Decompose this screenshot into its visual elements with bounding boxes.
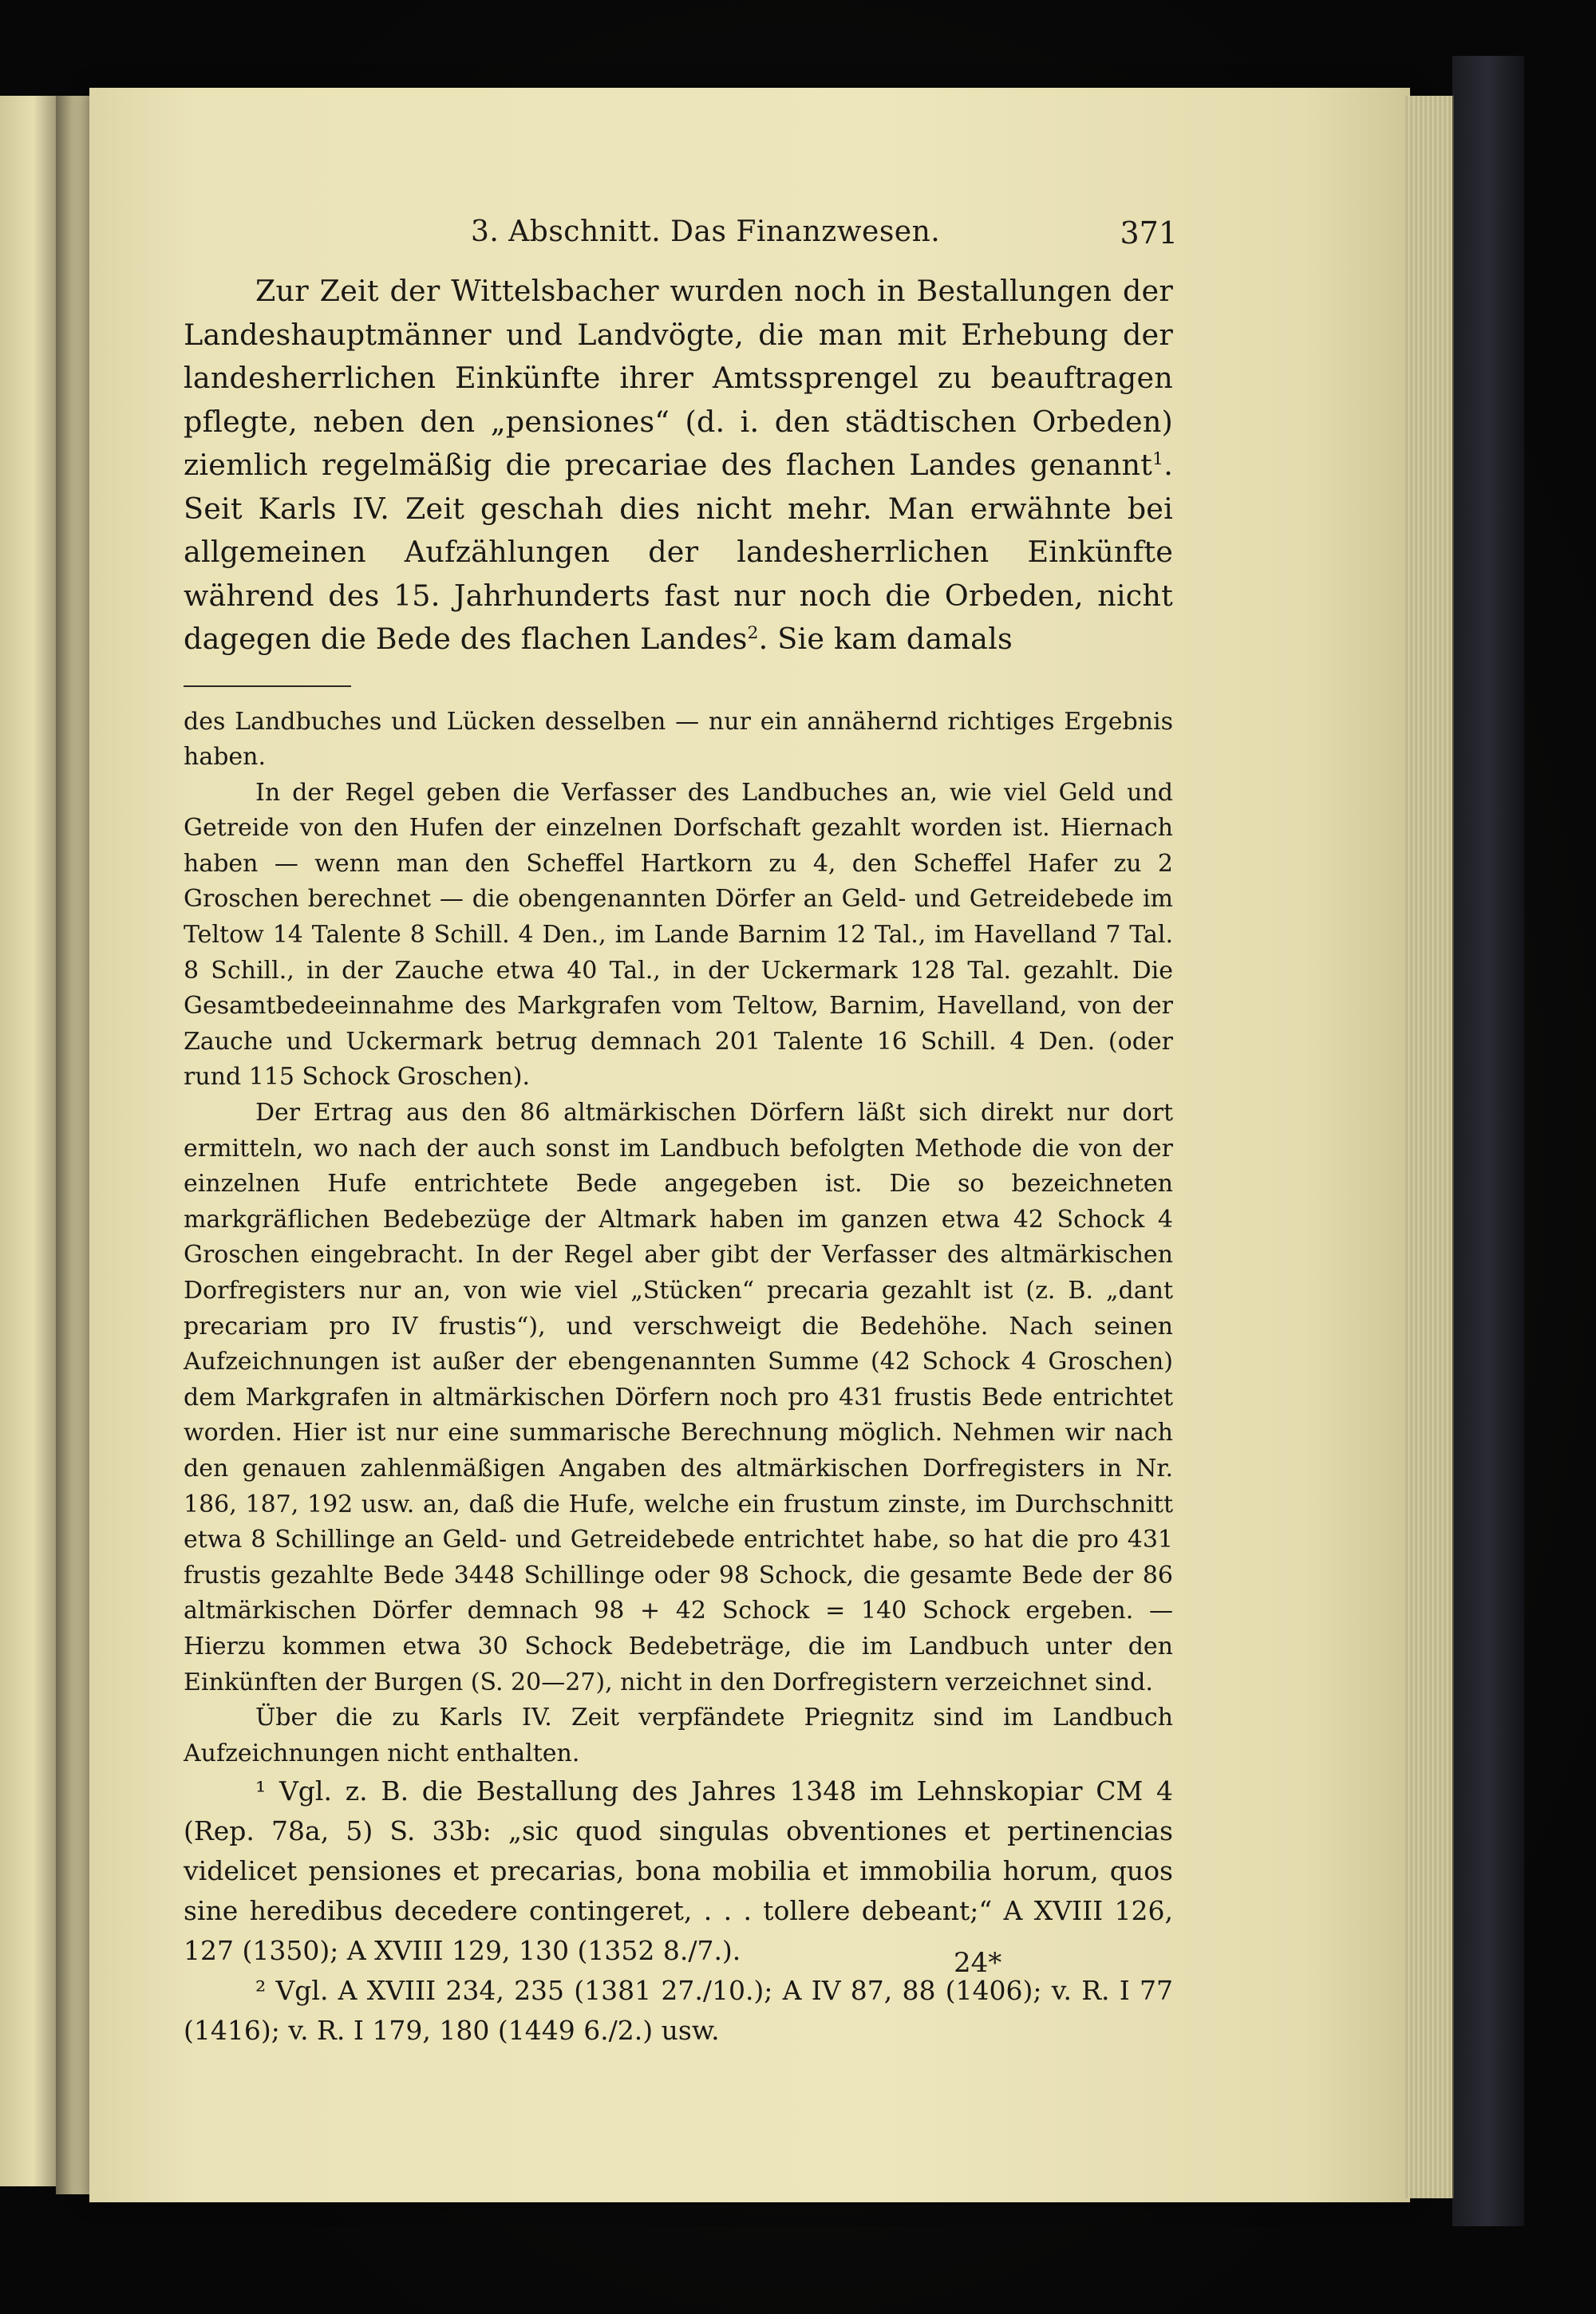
running-head-title: 3. Abschnitt. Das Finanzwesen. bbox=[471, 215, 941, 248]
signature-mark: 24* bbox=[954, 1947, 1002, 1979]
main-text bbox=[184, 270, 1173, 661]
left-page-edge bbox=[0, 96, 58, 2186]
footnote-1: ¹ Vgl. z. B. die Bestallung des Jahres 1348 im Lehnskopiar CM 4 (Rep. 78a, 5) S. 33b: „sic quod singulas obventiones et pertinencias videlicet pensiones et precarias, bona mobilia et immobilia horum, quos sine heredibus decedere contingeret, . . . tollere debeant;“ A XVIII 126, 127 (1350); A XVIII 129, 130 (1352 8./7.). bbox=[184, 1775, 1173, 1967]
note-paragraph-1: In der Regel geben die Verfasser des Landbuches an, wie viel Geld und Getreide von den Hufen der einzelnen Dorfschaft gezahlt worden ist. Hiernach haben — wenn man den Scheffel Hartkorn zu 4, den Scheffel Hafer zu 2 Groschen berechnet — die obengenannten Dörfer an Geld- und Getreidebede im Teltow 14 Talente 8 Schill. 4 Den., im Lande Barnim 12 Tal., im Havelland 7 Tal. 8 Schill., in der Zauche etwa 40 Tal., in der Uckermark 128 Tal. gezahlt. Die Gesamtbedeeinnahme des Markgrafen vom Teltow, Barnim, Havelland, von der Zauche und Uckermark betrug demnach 201 Talente 16 Schill. 4 Den. (oder rund 115 Schock Groschen). bbox=[184, 778, 1173, 1092]
running-head bbox=[184, 215, 1178, 263]
footnote-ref-2: 2 bbox=[747, 622, 759, 643]
main-text-part-2: . Seit Karls IV. Zeit geschah dies nicht mehr. Man erwähnte bei allgemeinen Aufzählungen der landesherrlichen Einkünfte während des 15. Jahrhunderts fast nur noch die Orbeden, nicht dagegen die Bede des flachen Landes bbox=[184, 448, 1173, 656]
page-content bbox=[184, 215, 1178, 2051]
note-paragraph-2: Der Ertrag aus den 86 altmärkischen Dörfern läßt sich direkt nur dort ermitteln, wo nach der auch sonst im Landbuch befolgten Methode die von der einzelnen Hufe entrichtete Bede angegeben ist. Die so bezeichneten markgräflichen Bedebezüge der Altmark haben im ganzen etwa 42 Schock 4 Groschen eingebracht. In der Regel aber gibt der Verfasser des altmärkischen Dorfregisters nur an, von wie viel „Stücken“ precaria gezahlt ist (z. B. „dant precariam pro IV frustis“), und verschweigt die Bedehöhe. Nach seinen Aufzeichnungen ist außer der ebengenannten Summe (42 Schock 4 Groschen) dem Markgrafen in altmärkischen Dörfern noch pro 431 frustis Bede entrichtet worden. Hier ist nur eine summarische Berechnung möglich. Nehmen wir nach den genauen zahlenmäßigen Angaben des altmärkischen Dorfregisters in Nr. 186, 187, 192 usw. an, daß die Hufe, welche ein frustum zinste, im Durchschnitt etwa 8 Schillinge an Geld- und Getreidebede entrichtet habe, so hat die pro 431 frustis gezahlte Bede 3448 Schillinge oder 98 Schock, die gesamte Bede der 86 altmärkischen Dörfer demnach 98 + 42 Schock = 140 Schock ergeben. — Hierzu kommen etwa 30 Schock Bedebeträge, die im Landbuch unter den Einkünften der Burgen (S. 20—27), nicht in den Dorfregistern verzeichnet sind. bbox=[184, 1099, 1173, 1696]
footnote-2: ² Vgl. A XVIII 234, 235 (1381 27./10.); A IV 87, 88 (1406); v. R. I 77 (1416); v. R. I 179, 180 (1449 6./2.) usw. bbox=[184, 1975, 1173, 2047]
page-stack-edge bbox=[1404, 96, 1454, 2198]
book-cover-edge bbox=[1452, 56, 1524, 2226]
footnote-separator bbox=[184, 685, 351, 687]
note-paragraph-0: des Landbuches und Lücken desselben — nur ein annähernd richtiges Ergebnis haben. bbox=[184, 707, 1173, 772]
footnote-ref-1: 1 bbox=[1152, 448, 1164, 469]
main-text-part-1: Zur Zeit der Wittelsbacher wurden noch in Bestallungen der Landeshauptmänner und Landvögte, die man mit Erhebung der landesherrlichen Einkünfte ihrer Amtssprengel zu beauftragen pflegte, neben den „pensiones“ (d. i. den städtischen Orbeden) ziemlich regelmäßig die precariae des flachen Landes genannt bbox=[184, 274, 1173, 482]
footnotes bbox=[184, 1771, 1173, 2051]
note-paragraph-3: Über die zu Karls IV. Zeit verpfändete Priegnitz sind im Landbuch Aufzeichnungen nicht enthalten. bbox=[184, 1704, 1173, 1767]
continued-note bbox=[184, 705, 1173, 1772]
main-text-part-3: . Sie kam damals bbox=[758, 622, 1013, 656]
page-number: 371 bbox=[1120, 215, 1178, 251]
main-paragraph bbox=[184, 270, 1173, 661]
